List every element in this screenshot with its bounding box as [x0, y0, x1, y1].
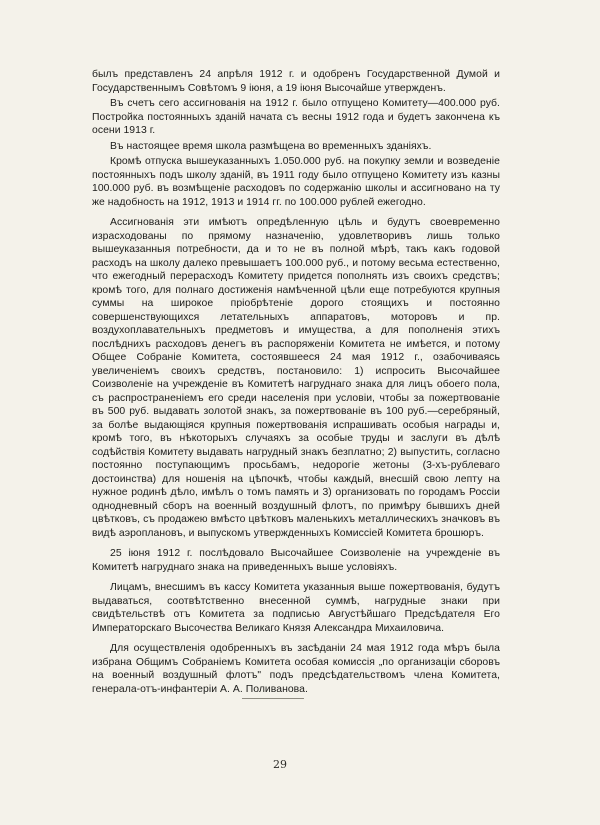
paragraph-8: Для осуществленія одобренныхъ въ засѣданіи 24 мая 1912 года мѣръ была избрана Общимъ Собраніемъ Комитета особая комиссія „по организаціи сборовъ на военный воздушный флотъ" подъ предсѣдательствомъ члена Комитета, генерала-отъ-инфантеріи А. А. Поливанова.: [92, 643, 500, 695]
paragraph-5: Ассигнованія эти имѣютъ опредѣленную цѣль и будутъ своевременно израсходованы по прямому назначенію, удовлетворивъ лишь только вышеуказанныя потребности, да и то не въ полной мѣрѣ, такъ какъ годовой расходъ на школу далеко превышаетъ 100.000 руб., и потому весьма естественно, что ежегодный перерасходъ Комитету придется пополнять изъ своихъ средствъ; кромѣ того, для полнаго достиженія намѣченной цѣли еще потребуются крупныя суммы на широкое пріобрѣтеніе дорого стоящихъ и постоянно совершенствующихся летательныхъ аппаратовъ, моторовъ и пр. воздухоплавательныхъ предметовъ и имущества, а для пополненія этихъ послѣднихъ расходовъ денегъ въ распоряженіи Комитета не имѣется, и потому Общее Собраніе Комитета, состоявшееся 24 мая 1912 г., озабочиваясь увеличеніемъ своихъ средствъ, постановило: 1) испросить Высочайшее Соизволеніе на учрежденіе въ Комитетѣ нагруднаго знака для лицъ обоего пола, съ распространеніемъ его среди населенія при условіи, чтобы за пожертвованіе въ 500 руб. выдавать золотой знакъ, за пожертвованіе въ 100 руб.—серебряный, за болѣе выдающіяся крупныя пожертвованія испрашивать особыя награды и, кромѣ того, въ нѣкоторыхъ случаяхъ за особые труды и заслуги въ дѣлѣ содѣйствія Комитету выдавать нагрудный знакъ безплатно; 2) выпустить, согласно постоянно поступающимъ просьбамъ, недорогіе жетоны (3-хъ-рублеваго достоинства) для ношенія на цѣпочкѣ, чтобы каждый, внесшій свою лепту на нужное родинѣ дѣло, имѣлъ о томъ память и 3) организовать по городамъ Россіи однодневный сборъ на военный воздушный флотъ, по примѣру бывшихъ дней цвѣтковъ, съ продажею вмѣсто цвѣтковъ маленькихъ металлическихъ значковъ въ видѣ аэроплановъ, и выпускомъ утвержденныхъ Комиссіей Комитета брошюръ.: [92, 217, 500, 539]
paragraph-6: 25 іюня 1912 г. послѣдовало Высочайшее Соизволеніе на учрежденіе въ Комитетѣ нагруднаго знака на приведенныхъ выше условіяхъ.: [92, 548, 500, 573]
page-number: 29: [273, 758, 287, 771]
paragraph-4: Кромѣ отпуска вышеуказанныхъ 1.050.000 руб. на покупку земли и возведеніе постоянныхъ подъ школу зданій, въ 1911 году было отпущено Комитету изъ казны 100.000 руб. въ возмѣщеніе расходовъ по содержанію школы и ассигновано на ту же надобность на 1912, 1913 и 1914 гг. по 100.000 рублей ежегодно.: [92, 156, 500, 208]
section-divider: [242, 698, 304, 699]
paragraph-2: Въ счетъ сего ассигнованія на 1912 г. было отпущено Комитету—400.000 руб. Постройка постоянныхъ зданій начата съ весны 1912 года и будетъ закончена къ осени 1913 г.: [92, 98, 500, 136]
paragraph-7: Лицамъ, внесшимъ въ кассу Комитета указанныя выше пожертвованія, будутъ выдаваться, соотвѣтственно внесенной суммѣ, нагрудные знаки при свидѣтельствѣ отъ Комитета за подписью Августѣйшаго Предсѣдателя Его Императорскаго Высочества Великаго Князя Александра Михаиловича.: [92, 582, 500, 634]
body-text: [92, 68, 500, 703]
paragraph-3: Въ настоящее время школа размѣщена во временныхъ зданіяхъ.: [110, 140, 432, 152]
paragraph-1: былъ представленъ 24 апрѣля 1912 г. и одобренъ Государственной Думой и Государственнымъ Совѣтомъ 9 іюня, а 19 іюня Высочайше утвержденъ.: [92, 69, 500, 94]
